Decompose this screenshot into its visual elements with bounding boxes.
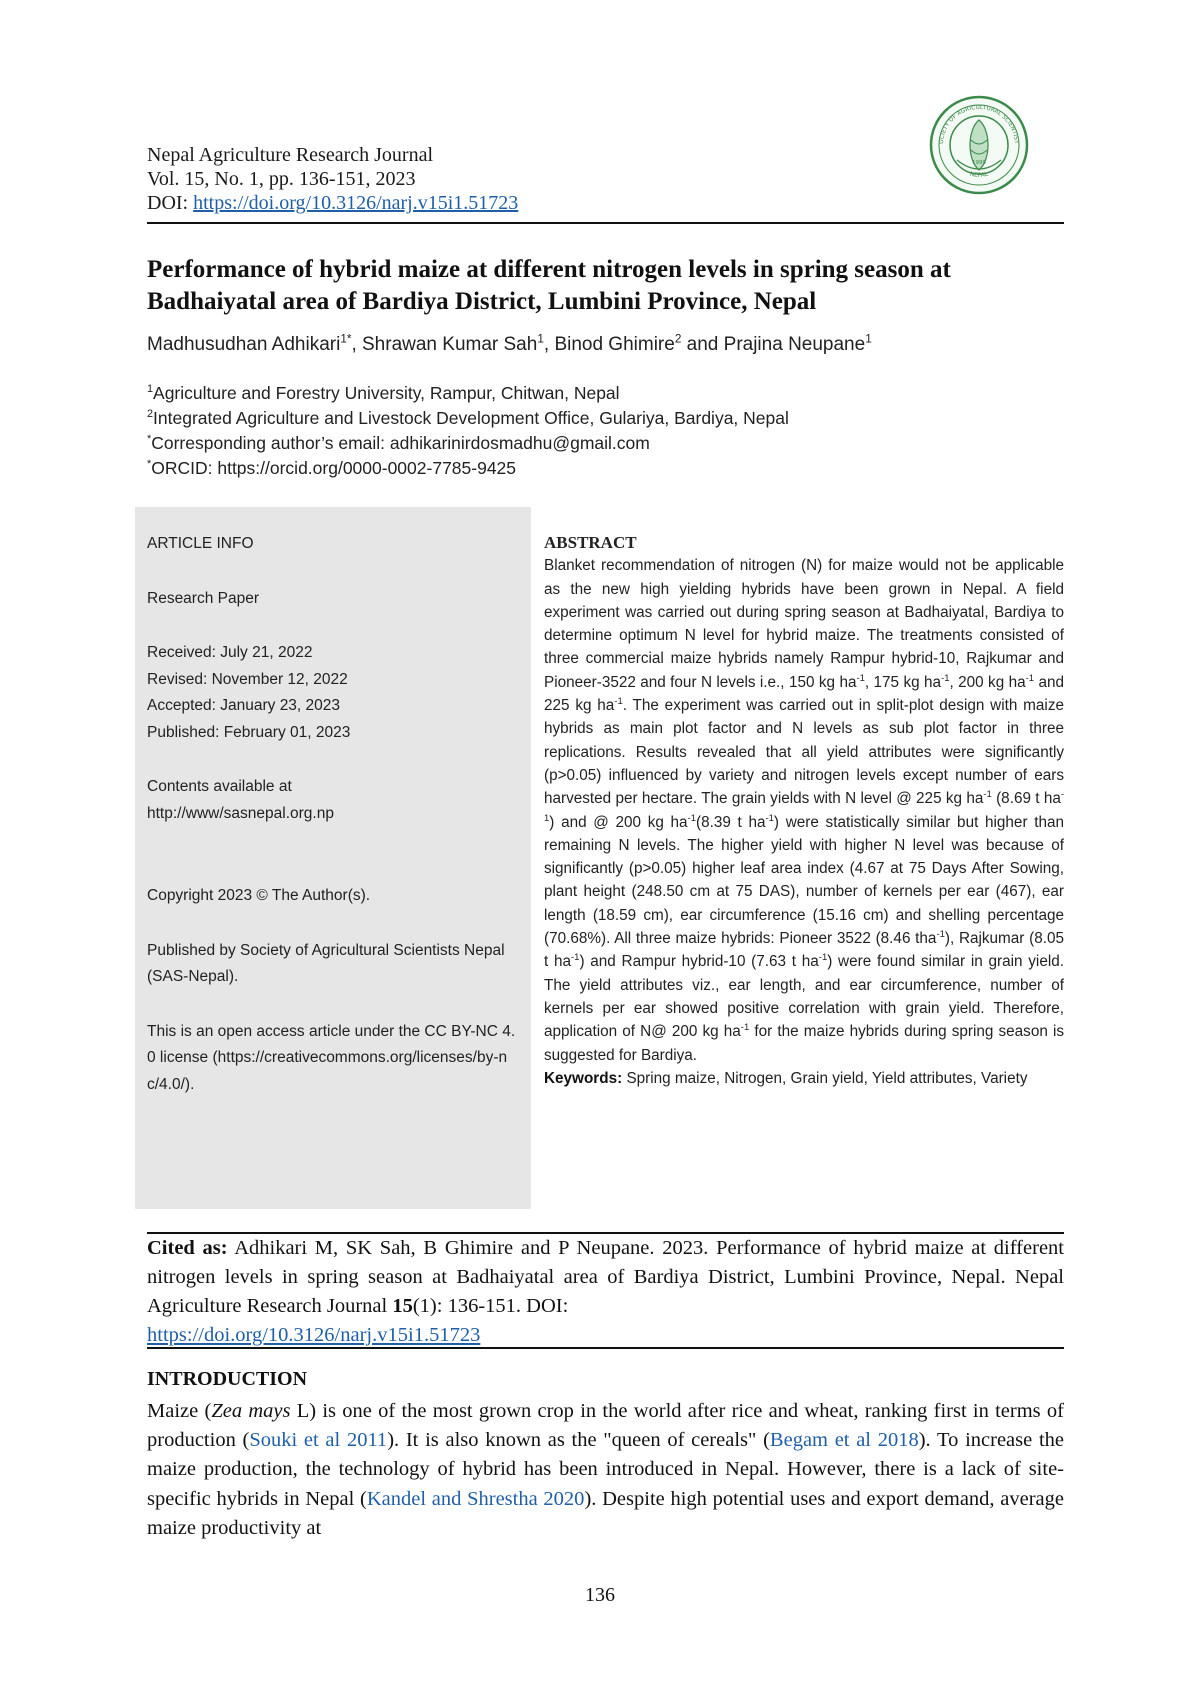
article-info [147, 531, 517, 1098]
affiliation-line: $^2$Integrated Agriculture and Livestock Development Office, Gulariya, Bardiya, Nepal [147, 408, 789, 428]
journal-volume: Vol. 15, No. 1, pp. 136-151, 2023 [147, 168, 416, 190]
abstract [544, 531, 1064, 1090]
reference-link[interactable]: Souki et al 2011 [249, 1429, 388, 1452]
contents-label: Contents available at [147, 778, 292, 795]
keywords: Keywords: Spring maize, Nitrogen, Grain yield, Yield attributes, Variety [544, 1069, 1028, 1087]
citation-label: Cited as: [147, 1237, 228, 1259]
revised-date: Revised: November 12, 2022 [147, 670, 348, 688]
abstract-heading: ABSTRACT [544, 533, 637, 552]
contents-url[interactable]: http://www/sasnepal.org.np [147, 804, 334, 822]
article-info-heading: ARTICLE INFO [147, 535, 254, 552]
abstract-body: Blanket recommendation of nitrogen (N) for maize would not be applicable as the new high yielding hybrids have been grown in Nepal. A field experiment was carried out during spring season at Badhaiyatal, Bardiya to determine optimum N level for hybrid maize. The treatments consisted of three commercial maize hybrids namely Rampur hybrid-10, Rajkumar and Pioneer-3522 and four N levels i.e., 150 kg $ha^{-1}$, 175 kg $ha^{-1}$, 200 kg $ha^{-1}$ and 225 kg $ha^{-1}$. The experiment was carried out in split-plot design with maize hybrids as main plot factor and N levels as sub plot factor in three replications. Results revealed that all yield attributes were significantly (p>0.05) influenced by variety and nitrogen levels except number of ears harvested per hectare. The grain yields with N level @ 225 kg $ha^{-1}$ (8.69 t $ha^{-1}$) and @ 200 kg $ha^{-1}(8.39$ t $ha^{-1}$) were statistically similar but higher than remaining N levels. The higher yield with higher N level was because of significantly (p>0.05) higher leaf area index (4.67 at 75 Days After Sowing, plant height (248.50 cm at 75 DAS), number of kernels per ear (467), ear length (18.59 cm), ear circumference (15.16 cm) and shelling percentage (70.68%). All three maize hybrids: Pioneer 3522 (8.46 tha$^{-1}$), Rajkumar (8.05 t $ha^{-1}$) and Rampur hybrid-10 (7.63 t $ha^{-1}$) were found similar in grain yield. The yield attributes viz., ear length, and ear circumference, number of kernels per ear showed positive correlation with grain yield. Therefore, application of N@ 200 kg $ha^{-1}$ for the maize hybrids during spring season is suggested for Bardiya. [544, 557, 1064, 1064]
author: Prajina Neupane$^1$ [723, 332, 872, 355]
received-date: Received: July 21, 2022 [147, 644, 313, 661]
doi-link[interactable]: https://doi.org/10.3126/narj.v15i1.51723 [193, 192, 519, 214]
publisher: Published by Society of Agricultural Scientists Nepal (SAS-Nepal). [147, 941, 505, 985]
header-rule [147, 222, 1064, 224]
seal-text-top: OCIETY OF AGRICULTURAL SCIENTIST [938, 104, 1020, 145]
article-type: Research Paper [147, 589, 260, 607]
author: Shrawan Kumar Sah$^1$, [362, 332, 555, 355]
affiliations [147, 381, 1064, 481]
introduction-heading: INTRODUCTION [147, 1368, 308, 1390]
orcid-line: *ORCID: https://orcid.org/0000-0002-7785-9425 [147, 458, 517, 478]
journal-name: Nepal Agriculture Research Journal [147, 144, 434, 166]
keywords-label: Keywords: [544, 1069, 623, 1087]
license: This is an open access article under the CC BY-NC 4.0 license (https://creativecommons.org/licenses/by-nc/4.0/). [147, 1022, 516, 1093]
copyright: Copyright 2023 © The Author(s). [147, 887, 371, 904]
reference-link[interactable]: Kandel and Shrestha 2020 [366, 1487, 585, 1510]
accepted-date: Accepted: January 23, 2023 [147, 697, 341, 714]
doi-label: DOI: [147, 192, 194, 214]
paper-title: Performance of hybrid maize at different nitrogen levels in spring season at Badhaiyatal area of Bardiya District, Lumbini Province, Nepal [147, 256, 951, 315]
author: Madhusudhan Adhikari$^{1*}$, [147, 332, 362, 355]
citation-rule-bottom [147, 1347, 1064, 1349]
affiliation-line: $^1$Agriculture and Forestry University, Rampur, Chitwan, Nepal [147, 383, 620, 403]
journal-doi [147, 191, 518, 215]
introduction-text: Maize (Zea mays L) is one of the most grown crop in the world after rice and wheat, ranking first in terms of production (Souki et al 2011). It is also known as the "queen of cereals" (Begam et al 2018). To increase the maize production, the technology of hybrid has been introduced in Nepal. However, there is a lack of site-specific hybrids in Nepal (Kandel and Shrestha 2020). Despite high potential uses and export demand, average maize productivity at [147, 1400, 1064, 1539]
society-seal-icon [927, 90, 1031, 200]
journal-header [147, 143, 518, 215]
author: Binod Ghimire$^2$ and [554, 332, 724, 355]
published-date: Published: February 01, 2023 [147, 723, 351, 741]
reference-link[interactable]: Begam et al 2018 [769, 1429, 919, 1452]
author-list [147, 333, 1064, 357]
citation: Cited as: Adhikari M, SK Sah, B Ghimire and P Neupane. 2023. Performance of hybrid maize at different nitrogen levels in spring season at Badhaiyatal area of Bardiya District, Lumbini Province, Nepal. Nepal Agriculture Research Journal 15(1): 136-151. DOI: https://doi.org/10.3126/narj.v15i1.51723 [147, 1237, 1064, 1346]
citation-doi-link[interactable]: https://doi.org/10.3126/narj.v15i1.51723 [147, 1324, 481, 1346]
seal-text-bottom: NEPAL [969, 170, 989, 179]
seal-year: 1999 [972, 160, 986, 166]
page-number: 136 [585, 1584, 615, 1606]
corresponding-email: *Corresponding author’s email: adhikarinirdosmadhu@gmail.com [147, 433, 650, 453]
